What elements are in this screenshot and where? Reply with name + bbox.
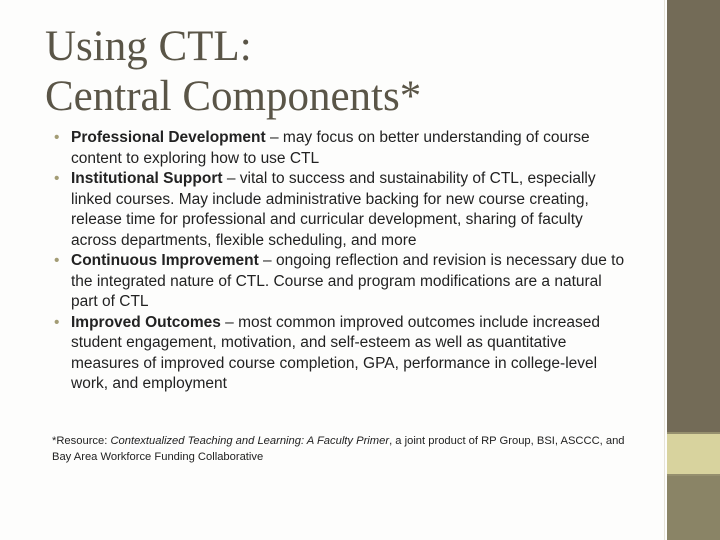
bullet-item — [52, 251, 632, 313]
decorative-sidebar — [667, 0, 720, 540]
bullet-marker: • — [54, 313, 60, 331]
bullet-term: Institutional Support — [71, 170, 223, 187]
bullet-text: – vital to success and sustainability of CTL, especially linked courses. May include administrative backing for new course creating, release time for professional and curricular development, sharing of faculty across departments, flexible scheduling, and more — [71, 170, 596, 249]
slide-title-line-2: Central Components* — [45, 73, 422, 120]
bullet-marker: • — [54, 129, 60, 146]
bullet-item — [52, 169, 632, 251]
resource-title: Contextualized Teaching and Learning: A Faculty Primer — [110, 435, 390, 447]
bullet-marker: • — [54, 170, 60, 187]
bullet-text: – ongoing reflection and revision is necessary due to the integrated nature of CTL. Course and program modifications are a natural part of CTL — [71, 252, 625, 310]
bullet-item — [52, 128, 632, 169]
bullet-list — [52, 128, 632, 395]
bullet-item — [52, 313, 632, 395]
slide-title — [45, 22, 645, 122]
sidebar-block-mid — [667, 476, 720, 540]
resource-footnote — [52, 433, 642, 465]
bullet-marker: • — [54, 252, 60, 269]
sidebar-block-accent — [667, 434, 720, 474]
bullet-term: Professional Development — [71, 129, 266, 146]
bullet-term: Continuous Improvement — [71, 252, 259, 269]
bullet-term: Improved Outcomes — [71, 313, 221, 331]
bullet-text: – may focus on better understanding of course content to exploring how to use CTL — [71, 129, 590, 167]
slide-title-line-1: Using CTL: — [45, 23, 252, 70]
sidebar-block-dark — [667, 0, 720, 432]
resource-suffix: , a joint product of RP Group, BSI, ASCCC, and Bay Area Workforce Funding Collaborative — [52, 435, 625, 463]
sidebar-divider — [664, 0, 665, 540]
bullet-text: – most common improved outcomes include increased student engagement, motivation, and self-esteem as well as quantitative measures of improved course completion, GPA, performance in college-level work, and employment — [71, 313, 600, 392]
resource-prefix: *Resource: — [52, 435, 111, 447]
